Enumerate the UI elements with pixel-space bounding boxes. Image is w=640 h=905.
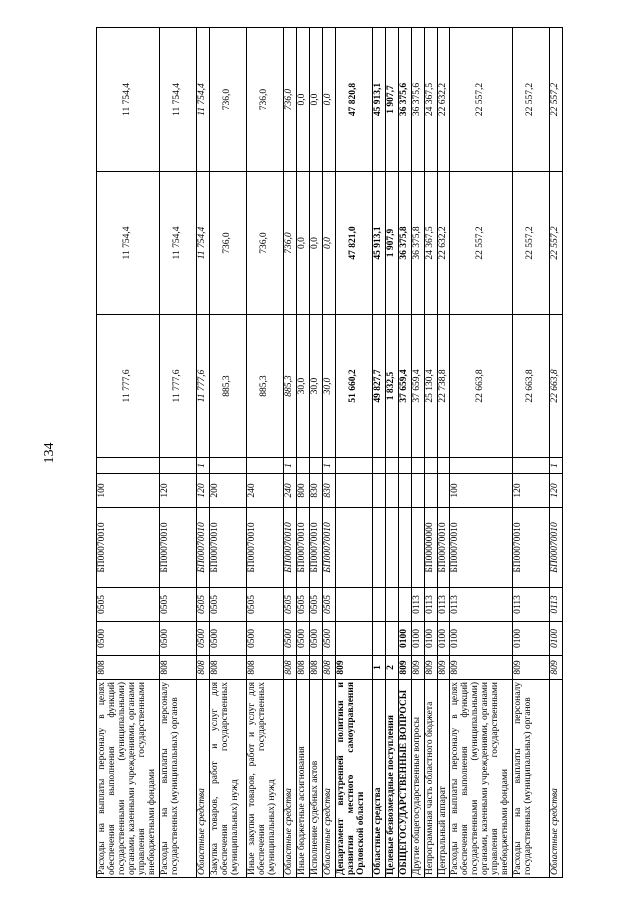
row-subsection-code	[372, 588, 385, 622]
table-row	[372, 28, 385, 878]
table-row	[246, 28, 283, 878]
table-row	[550, 28, 563, 878]
row-amount-3: 22 557,2	[450, 28, 513, 172]
row-source-mark	[159, 458, 196, 474]
row-amount-1: 22 738,8	[437, 315, 450, 458]
row-subsection-code: 0505	[309, 588, 322, 622]
row-source-mark	[437, 458, 450, 474]
row-subsection-code	[385, 588, 398, 622]
row-expense-type: 240	[246, 474, 283, 508]
row-name: Исполнение судебных актов	[309, 680, 322, 878]
table-row	[385, 28, 398, 878]
row-name: Областные средства	[322, 680, 335, 878]
row-grbs-code: 809	[437, 656, 450, 680]
row-source-mark: 1	[196, 458, 209, 474]
row-amount-2: 736,0	[246, 172, 283, 315]
table-row	[513, 28, 550, 878]
row-name: Центральный аппарат	[437, 680, 450, 878]
row-amount-1: 885,3	[283, 315, 296, 458]
row-section-code: 0100	[550, 622, 563, 656]
row-target-article: БП00070010	[296, 508, 309, 588]
table-row	[309, 28, 322, 878]
row-source-mark: 1	[550, 458, 563, 474]
row-target-article	[385, 508, 398, 588]
row-amount-1: 37 659,4	[411, 315, 424, 458]
row-amount-2: 736,0	[283, 172, 296, 315]
row-name: Расходы на выплаты персоналу государственных (муниципальных) органов	[513, 680, 550, 878]
row-grbs-code: 808	[159, 656, 196, 680]
row-grbs-code: 2	[385, 656, 398, 680]
row-target-article: БП00070010	[246, 508, 283, 588]
row-subsection-code: 0505	[296, 588, 309, 622]
row-expense-type	[385, 474, 398, 508]
row-grbs-code: 809	[398, 656, 411, 680]
row-section-code: 0100	[411, 622, 424, 656]
row-amount-3: 47 820,8	[335, 28, 372, 172]
row-section-code: 0500	[322, 622, 335, 656]
row-amount-1: 1 832,5	[385, 315, 398, 458]
row-grbs-code: 809	[550, 656, 563, 680]
row-section-code: 0500	[196, 622, 209, 656]
row-amount-3: 0,0	[309, 28, 322, 172]
table-row	[411, 28, 424, 878]
row-name: Областные средства	[196, 680, 209, 878]
budget-table-body	[97, 28, 563, 878]
row-subsection-code: 0505	[322, 588, 335, 622]
row-amount-3: 0,0	[322, 28, 335, 172]
row-target-article: БП00070010	[513, 508, 550, 588]
row-amount-3: 45 913,1	[372, 28, 385, 172]
row-source-mark	[411, 458, 424, 474]
row-amount-1: 30,0	[322, 315, 335, 458]
row-section-code: 0500	[283, 622, 296, 656]
row-target-article: БП00070010	[196, 508, 209, 588]
row-target-article	[372, 508, 385, 588]
row-amount-3: 22 557,2	[550, 28, 563, 172]
row-target-article: БП00070010	[97, 508, 160, 588]
row-amount-3: 736,0	[283, 28, 296, 172]
row-expense-type	[437, 474, 450, 508]
row-amount-3: 0,0	[296, 28, 309, 172]
row-name: ОБЩЕГОСУДАРСТВЕННЫЕ ВОПРОСЫ	[398, 680, 411, 878]
row-subsection-code: 0505	[246, 588, 283, 622]
row-source-mark: 1	[322, 458, 335, 474]
row-subsection-code: 0113	[450, 588, 513, 622]
row-grbs-code: 809	[450, 656, 513, 680]
row-amount-1: 30,0	[309, 315, 322, 458]
row-amount-1: 25 130,4	[424, 315, 437, 458]
row-source-mark	[335, 458, 372, 474]
row-amount-3: 24 367,5	[424, 28, 437, 172]
row-amount-3: 11 754,4	[159, 28, 196, 172]
row-amount-1: 22 663,8	[513, 315, 550, 458]
budget-table	[96, 27, 563, 878]
row-amount-2: 11 754,4	[97, 172, 160, 315]
row-amount-2: 24 367,5	[424, 172, 437, 315]
row-amount-2: 22 632,2	[437, 172, 450, 315]
row-section-code: 0500	[246, 622, 283, 656]
row-name: Расходы на выплаты персоналу в целях обеспечения выполнения функций государственными (муниципальными) органами, казенными учреждениями, органами управления государственными внебюджетными фондами	[97, 680, 160, 878]
row-section-code: 0500	[97, 622, 160, 656]
page-number: 134	[42, 442, 57, 464]
row-amount-2: 36 375,8	[411, 172, 424, 315]
row-subsection-code: 0505	[159, 588, 196, 622]
row-expense-type: 100	[97, 474, 160, 508]
row-name: Расходы на выплаты персоналу в целях обеспечения выполнения функций государственными (муниципальными) органами, казенными учреждениями, органами управления государственными внебюджетными фондами	[450, 680, 513, 878]
row-amount-3: 11 754,4	[196, 28, 209, 172]
table-row	[437, 28, 450, 878]
table-row	[159, 28, 196, 878]
row-expense-type: 240	[283, 474, 296, 508]
row-amount-2: 1 907,9	[385, 172, 398, 315]
row-section-code: 0100	[513, 622, 550, 656]
row-grbs-code: 808	[283, 656, 296, 680]
row-section-code: 0500	[309, 622, 322, 656]
table-row	[296, 28, 309, 878]
row-expense-type: 120	[159, 474, 196, 508]
row-target-article: БП00070010	[209, 508, 246, 588]
row-section-code: 0500	[209, 622, 246, 656]
row-expense-type: 800	[296, 474, 309, 508]
row-section-code: 0100	[437, 622, 450, 656]
row-source-mark	[513, 458, 550, 474]
row-source-mark	[97, 458, 160, 474]
row-amount-3: 36 375,6	[411, 28, 424, 172]
row-target-article: БП00070010	[550, 508, 563, 588]
row-grbs-code: 808	[196, 656, 209, 680]
row-source-mark	[385, 458, 398, 474]
row-amount-2: 22 557,2	[450, 172, 513, 315]
row-target-article: БП00070010	[309, 508, 322, 588]
row-section-code: 0100	[398, 622, 411, 656]
table-row	[335, 28, 372, 878]
table-row	[450, 28, 513, 878]
row-expense-type	[398, 474, 411, 508]
row-amount-1: 37 659,4	[398, 315, 411, 458]
row-subsection-code: 0113	[513, 588, 550, 622]
row-expense-type	[424, 474, 437, 508]
row-amount-2: 36 375,8	[398, 172, 411, 315]
table-row	[283, 28, 296, 878]
row-amount-1: 22 663,8	[550, 315, 563, 458]
row-subsection-code: 0113	[424, 588, 437, 622]
row-subsection-code: 0505	[283, 588, 296, 622]
row-target-article: БП00070010	[159, 508, 196, 588]
row-grbs-code: 809	[424, 656, 437, 680]
row-amount-3: 1 907,7	[385, 28, 398, 172]
row-name: Областные средства	[283, 680, 296, 878]
table-row	[97, 28, 160, 878]
row-section-code	[385, 622, 398, 656]
row-amount-1: 11 777,6	[97, 315, 160, 458]
row-amount-1: 11 777,6	[196, 315, 209, 458]
row-amount-2: 45 913,1	[372, 172, 385, 315]
row-source-mark	[424, 458, 437, 474]
row-expense-type	[335, 474, 372, 508]
row-expense-type: 830	[309, 474, 322, 508]
row-name: Департамент внутренней политики и развития местного самоуправления Орловской области	[335, 680, 372, 878]
row-name: Другие общегосударственные вопросы	[411, 680, 424, 878]
row-amount-2: 11 754,4	[159, 172, 196, 315]
row-source-mark	[372, 458, 385, 474]
row-amount-3: 22 557,2	[513, 28, 550, 172]
table-row	[322, 28, 335, 878]
row-amount-1: 11 777,6	[159, 315, 196, 458]
row-amount-1: 51 660,2	[335, 315, 372, 458]
row-grbs-code: 809	[513, 656, 550, 680]
row-grbs-code: 808	[97, 656, 160, 680]
row-name: Непрограммная часть областного бюджета	[424, 680, 437, 878]
row-name: Расходы на выплаты персоналу государственных (муниципальных) органов	[159, 680, 196, 878]
row-source-mark	[398, 458, 411, 474]
row-target-article: БП00070010	[437, 508, 450, 588]
row-amount-2: 0,0	[322, 172, 335, 315]
row-amount-2: 22 557,2	[513, 172, 550, 315]
row-amount-2: 0,0	[296, 172, 309, 315]
row-grbs-code: 808	[296, 656, 309, 680]
row-amount-1: 885,3	[209, 315, 246, 458]
row-target-article: БП00070010	[322, 508, 335, 588]
row-subsection-code: 0113	[437, 588, 450, 622]
row-name: Иные закупки товаров, работ и услуг для обеспечения государственных (муниципальных) нужд	[246, 680, 283, 878]
row-subsection-code: 0113	[550, 588, 563, 622]
row-subsection-code	[335, 588, 372, 622]
table-row	[196, 28, 209, 878]
row-amount-3: 11 754,4	[97, 28, 160, 172]
table-row	[209, 28, 246, 878]
row-grbs-code: 808	[309, 656, 322, 680]
row-expense-type	[372, 474, 385, 508]
row-subsection-code: 0113	[411, 588, 424, 622]
row-section-code: 0100	[424, 622, 437, 656]
row-name: Иные бюджетные ассигнования	[296, 680, 309, 878]
row-target-article: БП00070010	[283, 508, 296, 588]
row-section-code	[335, 622, 372, 656]
row-amount-2: 47 821,0	[335, 172, 372, 315]
row-grbs-code: 808	[246, 656, 283, 680]
row-section-code: 0100	[450, 622, 513, 656]
row-subsection-code	[398, 588, 411, 622]
row-target-article	[335, 508, 372, 588]
row-expense-type	[411, 474, 424, 508]
row-source-mark	[246, 458, 283, 474]
table-row	[424, 28, 437, 878]
row-expense-type: 100	[450, 474, 513, 508]
row-target-article	[398, 508, 411, 588]
row-amount-1: 49 827,7	[372, 315, 385, 458]
row-grbs-code: 808	[209, 656, 246, 680]
row-amount-2: 22 557,2	[550, 172, 563, 315]
row-grbs-code: 809	[411, 656, 424, 680]
row-amount-2: 736,0	[209, 172, 246, 315]
row-expense-type: 120	[550, 474, 563, 508]
row-target-article: БП00070010	[450, 508, 513, 588]
row-name: Целевые безвозмездные поступления	[385, 680, 398, 878]
row-source-mark	[309, 458, 322, 474]
row-name: Закупка товаров, работ и услуг для обеспечения государственных (муниципальных) нужд	[209, 680, 246, 878]
row-name: Областные средства	[372, 680, 385, 878]
row-amount-1: 22 663,8	[450, 315, 513, 458]
row-grbs-code: 1	[372, 656, 385, 680]
row-expense-type: 200	[209, 474, 246, 508]
row-subsection-code: 0505	[97, 588, 160, 622]
rotated-page	[36, 28, 591, 878]
row-name: Областные средства	[550, 680, 563, 878]
row-source-mark	[209, 458, 246, 474]
row-expense-type: 120	[196, 474, 209, 508]
row-section-code: 0500	[296, 622, 309, 656]
table-row	[398, 28, 411, 878]
row-subsection-code: 0505	[209, 588, 246, 622]
row-source-mark	[296, 458, 309, 474]
row-amount-2: 0,0	[309, 172, 322, 315]
row-section-code	[372, 622, 385, 656]
row-expense-type: 830	[322, 474, 335, 508]
row-grbs-code: 808	[322, 656, 335, 680]
row-source-mark: 1	[283, 458, 296, 474]
row-subsection-code: 0505	[196, 588, 209, 622]
row-grbs-code: 809	[335, 656, 372, 680]
row-amount-3: 22 632,2	[437, 28, 450, 172]
row-amount-2: 11 754,4	[196, 172, 209, 315]
row-target-article	[411, 508, 424, 588]
row-amount-1: 30,0	[296, 315, 309, 458]
row-target-article: БП00000000	[424, 508, 437, 588]
row-amount-3: 736,0	[209, 28, 246, 172]
row-section-code: 0500	[159, 622, 196, 656]
row-amount-3: 36 375,6	[398, 28, 411, 172]
row-source-mark	[450, 458, 513, 474]
row-amount-3: 736,0	[246, 28, 283, 172]
row-amount-1: 885,3	[246, 315, 283, 458]
row-expense-type: 120	[513, 474, 550, 508]
